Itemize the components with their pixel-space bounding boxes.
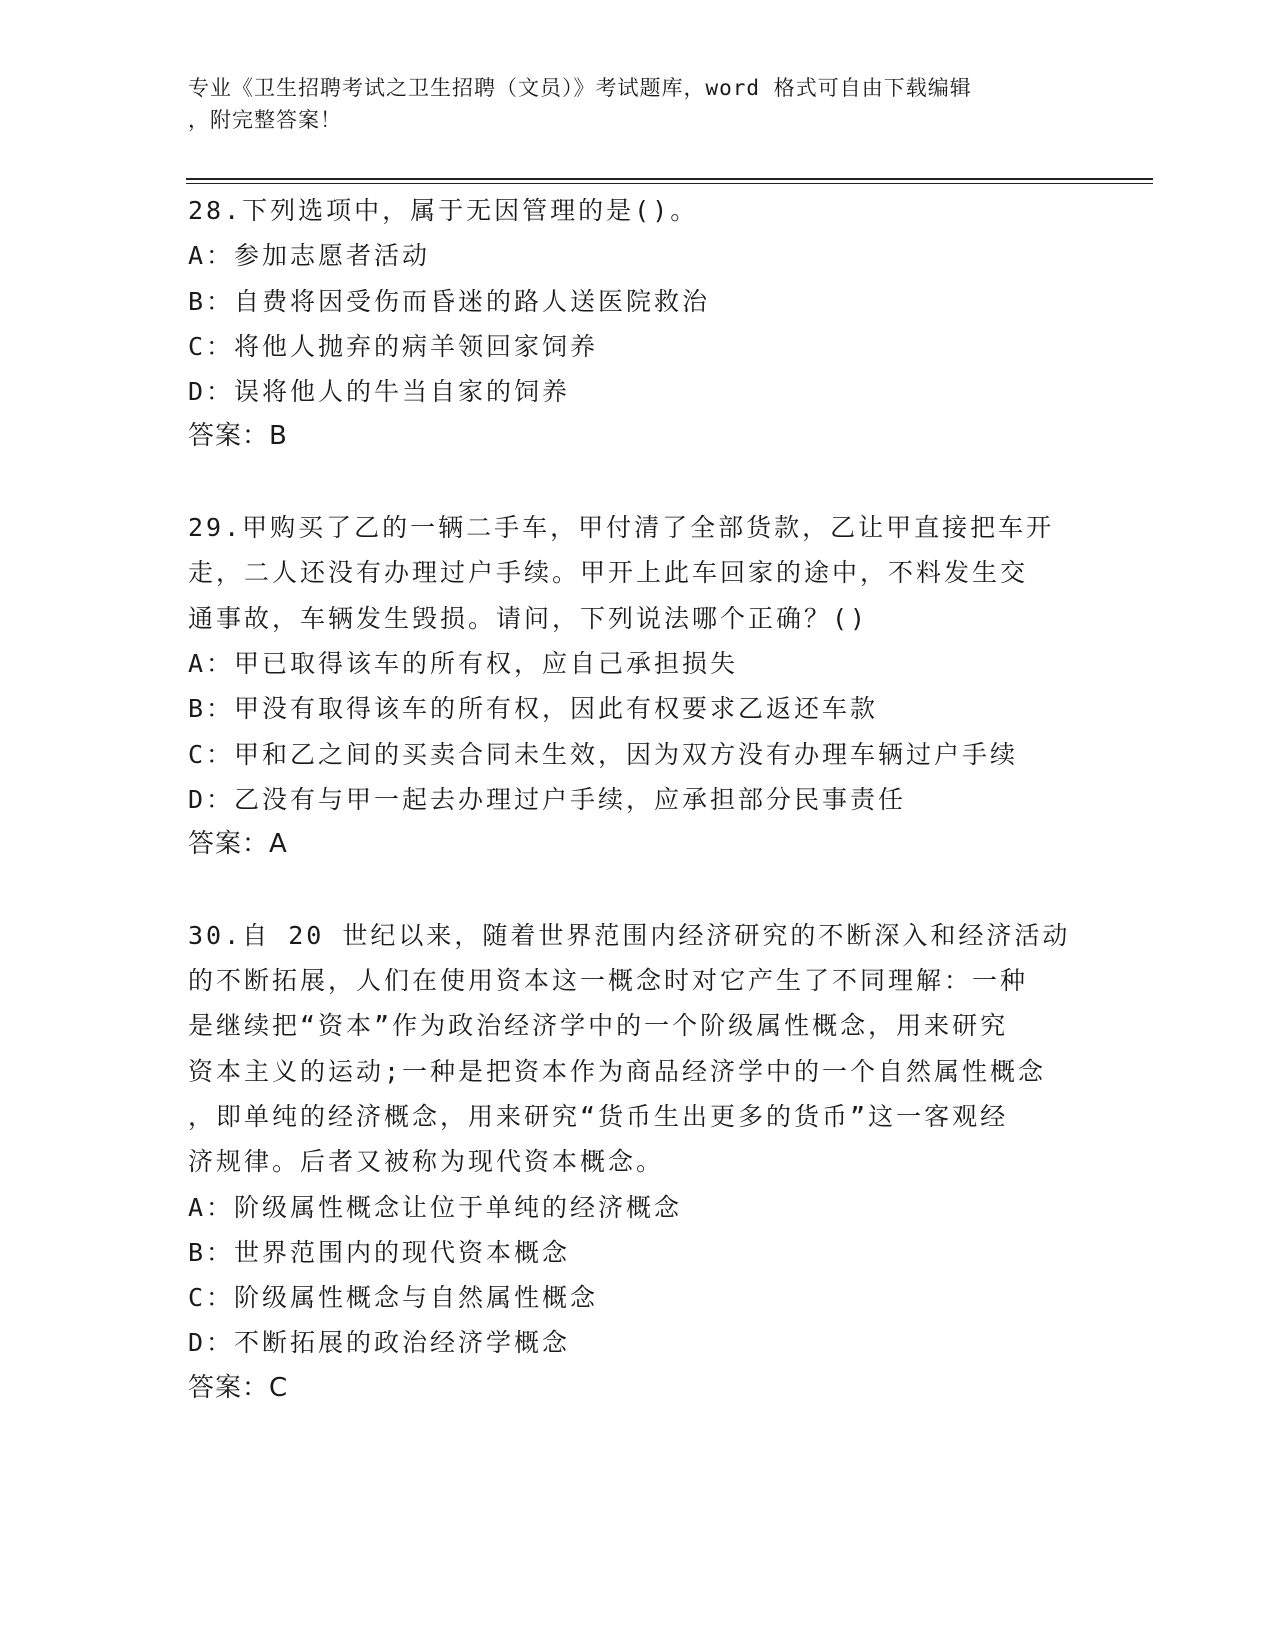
question-list xyxy=(188,188,1088,1411)
question-stem: 28.下列选项中，属于无因管理的是()。 xyxy=(188,196,699,225)
header-line: 专业《卫生招聘考试之卫生招聘（文员）》考试题库，word 格式可自由下载编辑 xyxy=(188,76,972,100)
question-stem: 通事故，车辆发生毁损。请问，下列说法哪个正确？() xyxy=(188,603,869,633)
question-stem: 30.自 20 世纪以来，随着世界范围内经济研究的不断深入和经济活动 xyxy=(188,920,1071,950)
option-c: C：甲和乙之间的买卖合同未生效，因为双方没有办理车辆过户手续 xyxy=(188,739,1019,769)
option-a: A：阶级属性概念让位于单纯的经济概念 xyxy=(188,1192,683,1222)
header-divider xyxy=(186,178,1153,180)
question-stem: 走，二人还没有办理过户手续。甲开上此车回家的途中，不料发生交 xyxy=(188,558,1029,588)
question-stem: ，即单纯的经济概念，用来研究“货币生出更多的货币”这一客观经 xyxy=(188,1101,1009,1131)
header-divider-thin xyxy=(186,183,1153,184)
option-c: C：将他人抛弃的病羊领回家饲养 xyxy=(188,331,599,361)
option-d: D：乙没有与甲一起去办理过户手续，应承担部分民事责任 xyxy=(188,784,907,814)
question-28 xyxy=(188,188,1088,460)
option-b: B：甲没有取得该车的所有权，因此有权要求乙返还车款 xyxy=(188,694,879,724)
option-d: D：不断拓展的政治经济学概念 xyxy=(188,1328,571,1358)
question-stem: 资本主义的运动;一种是把资本作为商品经济学中的一个自然属性概念 xyxy=(188,1056,1047,1086)
question-29 xyxy=(188,505,1088,867)
question-stem: 济规律。后者又被称为现代资本概念。 xyxy=(188,1147,665,1177)
question-30 xyxy=(188,913,1088,1411)
option-c: C：阶级属性概念与自然属性概念 xyxy=(188,1283,599,1313)
answer-label: 答案：A xyxy=(188,829,288,860)
option-a: A：甲已取得该车的所有权，应自己承担损失 xyxy=(188,648,739,678)
option-b: B：自费将因受伤而昏迷的路人送医院救治 xyxy=(188,286,711,316)
answer-label: 答案：C xyxy=(188,1372,289,1403)
answer-label: 答案：B xyxy=(188,421,288,452)
question-stem: 的不断拓展，人们在使用资本这一概念时对它产生了不同理解：一种 xyxy=(188,966,1029,996)
document-header xyxy=(188,72,1068,136)
option-b: B：世界范围内的现代资本概念 xyxy=(188,1237,571,1267)
question-stem: 是继续把“资本”作为政治经济学中的一个阶级属性概念，用来研究 xyxy=(188,1011,1009,1041)
header-line: ，附完整答案！ xyxy=(188,108,342,132)
option-d: D：误将他人的牛当自家的饲养 xyxy=(188,377,571,407)
question-stem: 29.甲购买了乙的一辆二手车，甲付清了全部货款，乙让甲直接把车开 xyxy=(188,513,1055,543)
option-a: A：参加志愿者活动 xyxy=(188,241,431,271)
